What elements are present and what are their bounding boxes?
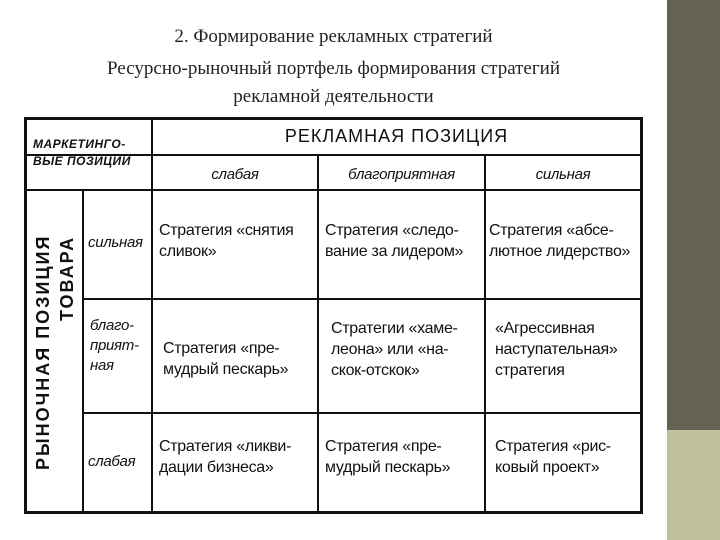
row-group-header-line2: ТОВАРА — [57, 235, 77, 322]
row-label-line: слабая — [88, 453, 136, 470]
strategy-portfolio-table — [24, 117, 643, 514]
row-label-line: благо- — [90, 317, 134, 334]
cell-line: Стратегия «пре- — [163, 340, 280, 357]
grid-line — [484, 154, 486, 511]
column-header-weak: слабая — [211, 166, 259, 183]
cell-line: «Агрессивная — [495, 320, 595, 337]
strategy-cell — [159, 436, 317, 478]
cell-line: леона» или «на- — [331, 341, 449, 358]
cell-line: стратегия — [495, 362, 565, 379]
grid-line — [317, 154, 319, 511]
side-bar-light — [667, 430, 720, 540]
column-group-header: РЕКЛАМНАЯ ПОЗИЦИЯ — [284, 126, 509, 146]
strategy-cell — [325, 436, 484, 478]
slide-subtitle-line2: рекламной деятельности — [233, 86, 434, 107]
cell-line: Стратегия «рис- — [495, 438, 611, 455]
row-label-favorable — [90, 316, 150, 376]
cell-line: лютное лидерство» — [489, 243, 631, 260]
strategy-cell — [489, 220, 640, 262]
grid-line — [82, 298, 640, 300]
column-header-favorable: благоприятная — [348, 166, 455, 183]
strategy-cell — [325, 220, 484, 262]
cell-line: Стратегия «ликви- — [159, 438, 292, 455]
cell-line: мудрый пескарь» — [325, 459, 451, 476]
slide-subtitle-line1: Ресурсно-рыночный портфель формирования стратегий — [106, 58, 560, 79]
grid-line — [82, 412, 640, 414]
corner-label-line1: МАРКЕТИНГО- — [33, 137, 126, 151]
slide-heading: 2. Формирование рекламных стратегий — [174, 26, 493, 47]
cell-line: Стратегия «следо- — [325, 222, 459, 239]
cell-line: Стратегия «абсе- — [489, 222, 614, 239]
grid-line — [27, 189, 640, 191]
cell-line: ковый проект» — [495, 459, 600, 476]
cell-line: наступательная» — [495, 341, 618, 358]
row-label-line: ная — [90, 357, 114, 374]
cell-line: Стратегия «снятия — [159, 222, 294, 239]
cell-line: Стратегии «хаме- — [331, 320, 458, 337]
row-group-header-line1: РЫНОЧНАЯ ПОЗИЦИЯ — [33, 234, 53, 470]
row-group-header — [31, 196, 55, 508]
strategy-cell — [159, 220, 317, 262]
cell-line: мудрый пескарь» — [163, 361, 289, 378]
strategy-cell — [495, 436, 640, 478]
corner-label-line2: ВЫЕ ПОЗИЦИИ — [33, 154, 131, 168]
row-group-header-2 — [55, 196, 79, 361]
row-label-line: сильная — [88, 234, 143, 251]
row-label-line: прият- — [90, 337, 139, 354]
row-label-weak — [88, 452, 150, 472]
strategy-cell — [163, 338, 317, 380]
cell-line: сливок» — [159, 243, 217, 260]
side-bar-dark — [667, 0, 720, 430]
grid-line — [82, 189, 84, 511]
cell-line: скок-отскок» — [331, 362, 420, 379]
cell-line: вание за лидером» — [325, 243, 464, 260]
column-header-strong: сильная — [535, 166, 591, 183]
strategy-cell — [331, 318, 484, 381]
strategy-cell — [495, 318, 640, 381]
cell-line: Стратегия «пре- — [325, 438, 442, 455]
corner-label — [33, 136, 151, 170]
cell-line: дации бизнеса» — [159, 459, 274, 476]
row-label-strong — [88, 233, 150, 253]
